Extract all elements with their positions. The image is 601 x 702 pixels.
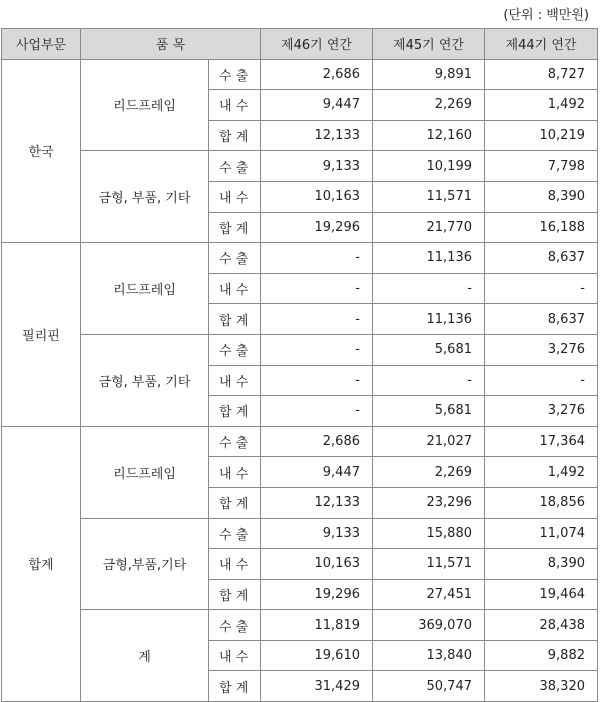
value-cell: 11,819	[261, 610, 373, 641]
value-cell: 18,856	[485, 487, 598, 518]
value-cell: 11,571	[373, 549, 485, 580]
segment-cell: 한국	[2, 59, 81, 243]
value-cell: 13,840	[373, 640, 485, 671]
kind-cell: 내 수	[209, 365, 261, 396]
item-cell: 금형, 부품, 기타	[81, 334, 209, 426]
kind-cell: 내 수	[209, 90, 261, 121]
table-row	[2, 59, 598, 90]
header-segment: 사업부문	[2, 29, 81, 60]
kind-cell: 합 계	[209, 396, 261, 427]
value-cell: 19,464	[485, 579, 598, 610]
table-row	[2, 426, 598, 457]
value-cell: 38,320	[485, 671, 598, 702]
table-row	[2, 151, 598, 182]
value-cell: -	[261, 243, 373, 274]
value-cell: 12,133	[261, 120, 373, 151]
value-cell: -	[485, 365, 598, 396]
value-cell: 8,637	[485, 304, 598, 335]
value-cell: 3,276	[485, 396, 598, 427]
value-cell: 1,492	[485, 457, 598, 488]
value-cell: 21,770	[373, 212, 485, 243]
value-cell: 9,133	[261, 151, 373, 182]
kind-cell: 합 계	[209, 120, 261, 151]
header-period-46: 제46기 연간	[261, 29, 373, 60]
value-cell: -	[261, 273, 373, 304]
value-cell: -	[261, 365, 373, 396]
value-cell: 7,798	[485, 151, 598, 182]
kind-cell: 내 수	[209, 457, 261, 488]
item-cell: 리드프레임	[81, 243, 209, 335]
header-period-44: 제44기 연간	[485, 29, 598, 60]
value-cell: 9,447	[261, 457, 373, 488]
value-cell: 9,133	[261, 518, 373, 549]
value-cell: 12,133	[261, 487, 373, 518]
value-cell: 10,163	[261, 549, 373, 580]
value-cell: 11,136	[373, 304, 485, 335]
value-cell: 17,364	[485, 426, 598, 457]
value-cell: 2,686	[261, 426, 373, 457]
value-cell: 11,074	[485, 518, 598, 549]
value-cell: 8,390	[485, 549, 598, 580]
value-cell: 21,027	[373, 426, 485, 457]
segment-cell: 합계	[2, 426, 81, 701]
item-cell: 리드프레임	[81, 59, 209, 151]
value-cell: 50,747	[373, 671, 485, 702]
value-cell: 11,136	[373, 243, 485, 274]
value-cell: 12,160	[373, 120, 485, 151]
value-cell: 2,686	[261, 59, 373, 90]
kind-cell: 합 계	[209, 304, 261, 335]
value-cell: 1,492	[485, 90, 598, 121]
kind-cell: 내 수	[209, 181, 261, 212]
table-row	[2, 518, 598, 549]
value-cell: 2,269	[373, 457, 485, 488]
value-cell: 10,219	[485, 120, 598, 151]
header-item: 품 목	[81, 29, 261, 60]
item-cell: 금형, 부품, 기타	[81, 151, 209, 243]
item-cell: 금형,부품,기타	[81, 518, 209, 610]
value-cell: -	[373, 365, 485, 396]
item-cell: 리드프레임	[81, 426, 209, 518]
value-cell: -	[261, 396, 373, 427]
value-cell: 3,276	[485, 334, 598, 365]
kind-cell: 수 출	[209, 334, 261, 365]
kind-cell: 수 출	[209, 243, 261, 274]
kind-cell: 수 출	[209, 518, 261, 549]
item-cell: 계	[81, 610, 209, 702]
value-cell: -	[261, 304, 373, 335]
kind-cell: 내 수	[209, 273, 261, 304]
table-row	[2, 610, 598, 641]
value-cell: 8,727	[485, 59, 598, 90]
kind-cell: 합 계	[209, 579, 261, 610]
table-row	[2, 243, 598, 274]
kind-cell: 합 계	[209, 487, 261, 518]
kind-cell: 수 출	[209, 426, 261, 457]
value-cell: 28,438	[485, 610, 598, 641]
kind-cell: 수 출	[209, 59, 261, 90]
kind-cell: 내 수	[209, 549, 261, 580]
value-cell: 10,199	[373, 151, 485, 182]
value-cell: 369,070	[373, 610, 485, 641]
value-cell: 15,880	[373, 518, 485, 549]
value-cell: 19,296	[261, 212, 373, 243]
sales-table	[1, 28, 598, 702]
segment-cell: 필리핀	[2, 243, 81, 427]
value-cell: -	[485, 273, 598, 304]
kind-cell: 수 출	[209, 610, 261, 641]
value-cell: 16,188	[485, 212, 598, 243]
unit-note: (단위 : 백만원)	[503, 8, 589, 23]
value-cell: 2,269	[373, 90, 485, 121]
value-cell: 31,429	[261, 671, 373, 702]
kind-cell: 합 계	[209, 212, 261, 243]
value-cell: 5,681	[373, 396, 485, 427]
value-cell: 5,681	[373, 334, 485, 365]
value-cell: 9,891	[373, 59, 485, 90]
value-cell: 9,882	[485, 640, 598, 671]
value-cell: 23,296	[373, 487, 485, 518]
value-cell: 10,163	[261, 181, 373, 212]
value-cell: -	[373, 273, 485, 304]
table-header-row	[2, 29, 598, 60]
table-body	[2, 59, 598, 701]
kind-cell: 내 수	[209, 640, 261, 671]
value-cell: 11,571	[373, 181, 485, 212]
kind-cell: 수 출	[209, 151, 261, 182]
value-cell: 8,637	[485, 243, 598, 274]
kind-cell: 합 계	[209, 671, 261, 702]
value-cell: 8,390	[485, 181, 598, 212]
table-row	[2, 334, 598, 365]
value-cell: 9,447	[261, 90, 373, 121]
value-cell: -	[261, 334, 373, 365]
value-cell: 19,610	[261, 640, 373, 671]
header-period-45: 제45기 연간	[373, 29, 485, 60]
value-cell: 27,451	[373, 579, 485, 610]
value-cell: 19,296	[261, 579, 373, 610]
